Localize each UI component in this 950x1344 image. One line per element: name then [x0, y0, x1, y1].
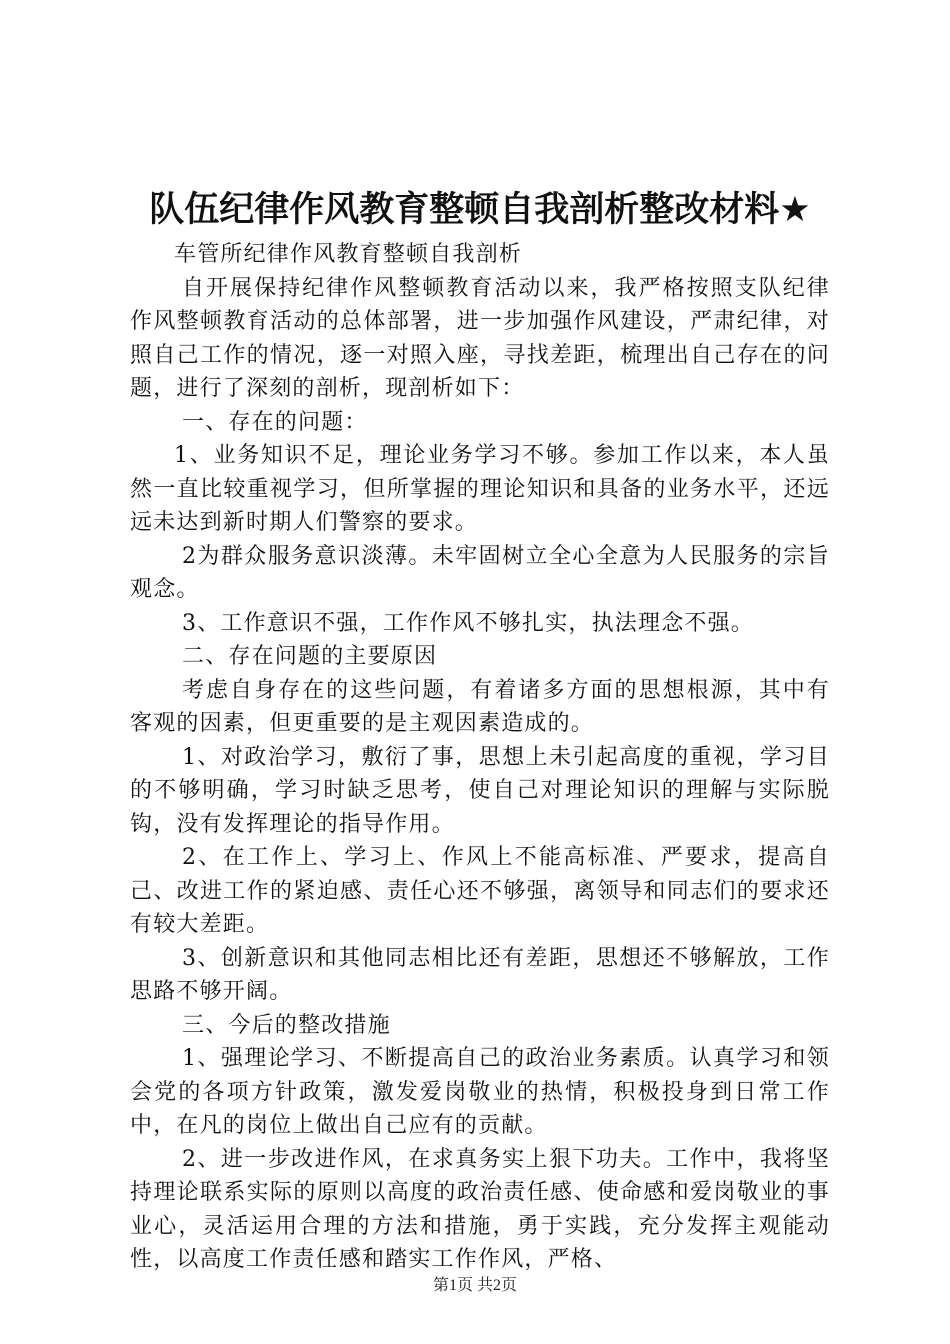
paragraph-subtitle: 车管所纪律作风教育整顿自我剖析	[174, 242, 523, 267]
paragraph-cause-1: 1、对政治学习，敷衍了事，思想上未引起高度的重视，学习目的不够明确，学习时缺乏思考，使自己对理论知识的理解与实际脱钩，没有发挥理论的指导作用。	[130, 744, 830, 837]
paragraph-measure-2: 2、进一步改进作风，在求真务实上狠下功夫。工作中，我将坚持理论联系实际的原则以高度的政治责任感、使命感和爱岗敬业的事业心，灵活运用合理的方法和措施，勇于实践，充分发挥主观能动性，以高度工作责任感和踏实工作作风，严格、	[130, 1146, 830, 1272]
document-title: 队伍纪律作风教育整顿自我剖析整改材料★	[149, 190, 811, 230]
paragraph-problem-1: 1、业务知识不足，理论业务学习不够。参加工作以来，本人虽然一直比较重视学习，但所掌握的理论知识和具备的业务水平，还远远未达到新时期人们警察的要求。	[130, 443, 830, 535]
page-number-footer: 第1页 共2页	[432, 1277, 517, 1294]
paragraph-intro: 自开展保持纪律作风整顿教育活动以来，我严格按照支队纪律作风整顿教育活动的总体部署，进一步加强作风建设，严肃纪律，对照自己工作的情况，逐一对照入座，寻找差距，梳理出自己存在的问题，进行了深刻的剖析，现剖析如下：	[130, 275, 830, 401]
paragraph-measure-1: 1、强理论学习、不断提高自己的政治业务素质。认真学习和领会党的各项方针政策，激发爱岗敬业的热情，积极投身到日常工作中，在凡的岗位上做出自己应有的贡献。	[130, 1046, 830, 1138]
paragraph-problem-2: 2为群众服务意识淡薄。未牢固树立全心全意为人民服务的宗旨观念。	[130, 543, 830, 602]
paragraph-cause-3: 3、创新意识和其他同志相比还有差距，思想还不够解放，工作思路不够开阔。	[130, 945, 830, 1004]
section-heading-2: 二、存在问题的主要原因	[182, 644, 438, 669]
section-heading-3: 三、今后的整改措施	[182, 1012, 391, 1038]
paragraph-cause-2: 2、在工作上、学习上、作风上不能高标准、严要求，提高自己、改进工作的紧迫感、责任心还不够强，离领导和同志们的要求还有较大差距。	[130, 845, 830, 937]
paragraph-problem-3: 3、工作意识不强，工作作风不够扎实，执法理念不强。	[182, 610, 754, 636]
section-heading-1: 一、存在的问题：	[182, 409, 368, 435]
paragraph-cause-intro: 考虑自身存在的这些问题，有着诸多方面的思想根源，其中有客观的因素，但更重要的是主观因素造成的。	[130, 677, 830, 736]
document-body	[130, 186, 830, 1277]
